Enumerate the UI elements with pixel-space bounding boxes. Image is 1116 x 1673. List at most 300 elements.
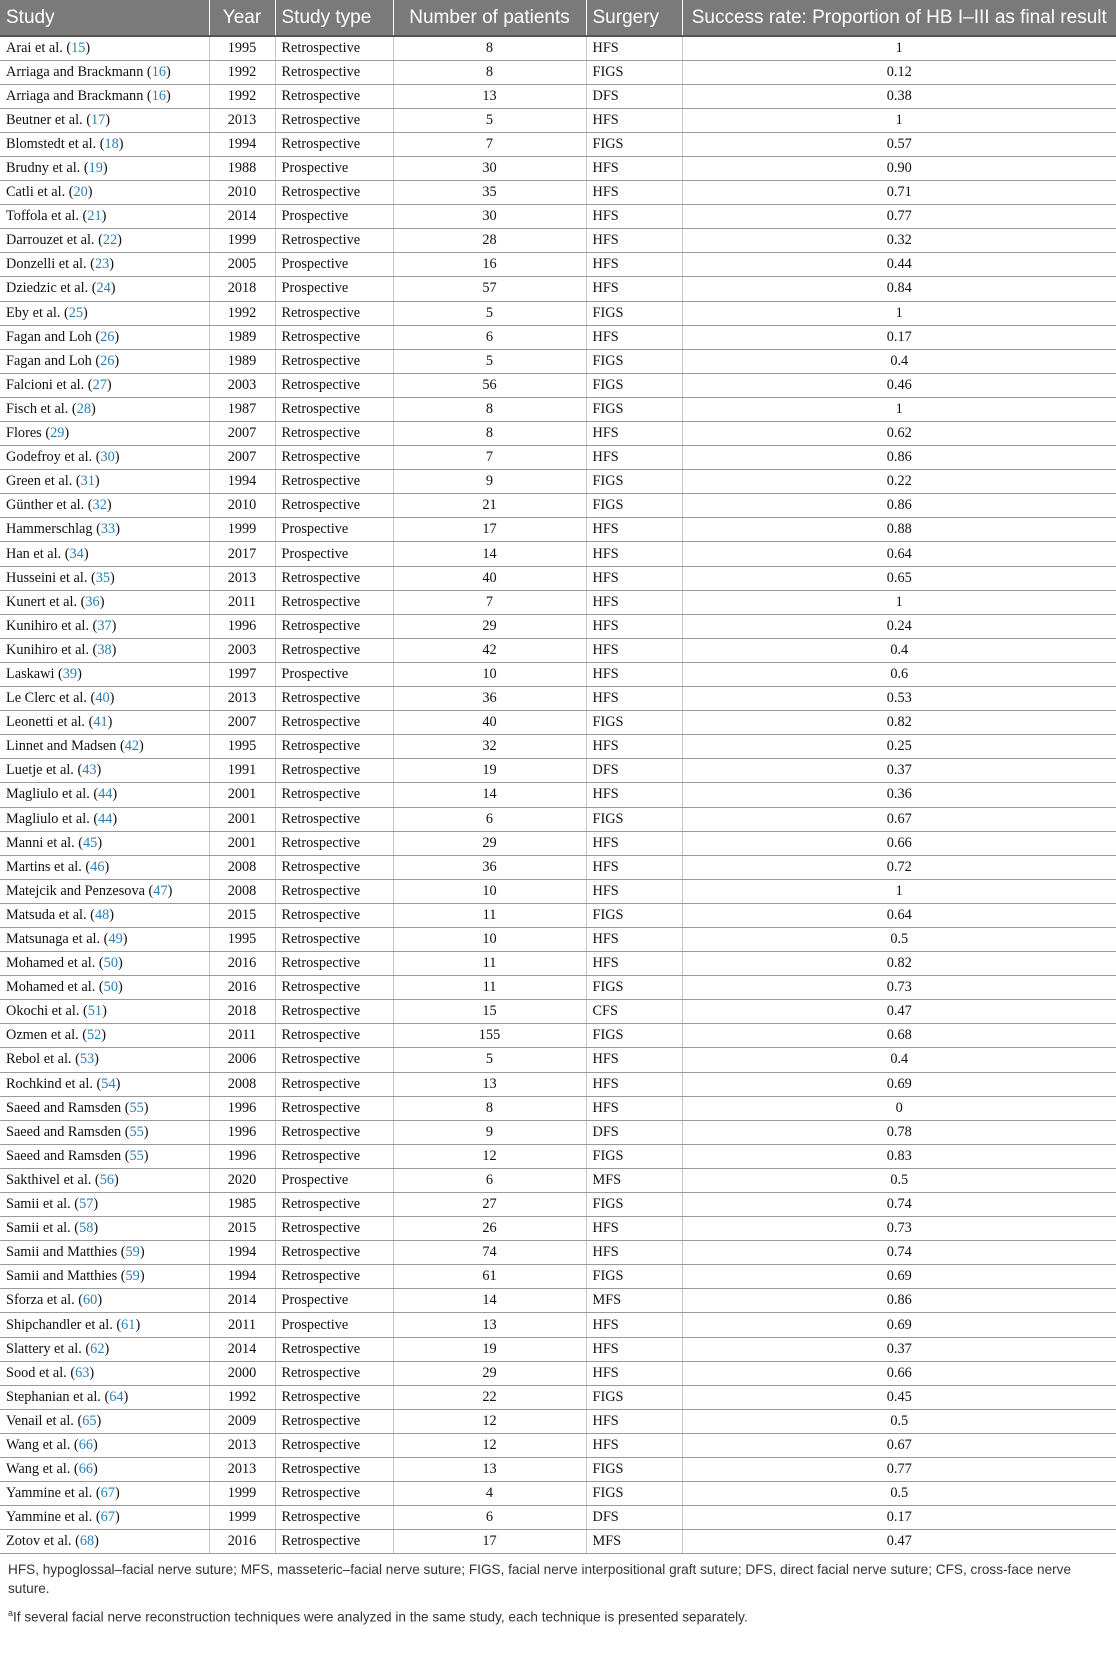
table-row xyxy=(0,542,1116,566)
reference-link[interactable]: 43 xyxy=(82,762,97,779)
reference-close-paren: ) xyxy=(143,1123,149,1140)
cell-year: 2016 xyxy=(209,1530,275,1554)
cell-study xyxy=(0,759,209,783)
reference-link[interactable]: 57 xyxy=(79,1196,94,1213)
cell-year: 2011 xyxy=(209,1313,275,1337)
cell-success-rate: 0.72 xyxy=(682,855,1116,879)
cell-surgery: HFS xyxy=(586,1409,682,1433)
cell-success-rate: 0.69 xyxy=(682,1265,1116,1289)
reference-close-paren: ) xyxy=(105,111,111,128)
reference-close-paren: ) xyxy=(114,1509,120,1526)
cell-study-type: Retrospective xyxy=(275,36,393,60)
cell-success-rate: 0.5 xyxy=(682,1482,1116,1506)
study-name: Kunihiro et al. ( xyxy=(6,641,98,658)
study-name: Sakthivel et al. ( xyxy=(6,1171,100,1188)
study-name: Dziedzic et al. ( xyxy=(6,280,97,297)
cell-study xyxy=(0,1120,209,1144)
reference-link[interactable]: 36 xyxy=(85,593,100,610)
table-row xyxy=(0,1241,1116,1265)
cell-success-rate: 0.65 xyxy=(682,566,1116,590)
cell-success-rate: 1 xyxy=(682,590,1116,614)
cell-number-of-patients: 13 xyxy=(393,84,586,108)
cell-number-of-patients: 10 xyxy=(393,879,586,903)
table-row xyxy=(0,638,1116,662)
cell-study xyxy=(0,1506,209,1530)
cell-surgery: HFS xyxy=(586,229,682,253)
study-name: Han et al. ( xyxy=(6,545,70,562)
reference-link[interactable]: 37 xyxy=(97,617,112,634)
cell-year: 1999 xyxy=(209,1506,275,1530)
reference-link[interactable]: 33 xyxy=(100,521,116,538)
reference-link[interactable]: 52 xyxy=(86,1027,102,1044)
reference-close-paren: ) xyxy=(101,1027,107,1044)
cell-study xyxy=(0,301,209,325)
reference-link[interactable]: 55 xyxy=(129,1147,144,1164)
cell-study xyxy=(0,976,209,1000)
cell-study-type: Retrospective xyxy=(275,181,393,205)
reference-close-paren: ) xyxy=(93,1220,99,1237)
reference-link[interactable]: 21 xyxy=(87,208,102,225)
study-name: Saeed and Ramsden ( xyxy=(6,1099,130,1116)
table-row xyxy=(0,1506,1116,1530)
cell-study xyxy=(0,566,209,590)
cell-success-rate: 1 xyxy=(682,301,1116,325)
reference-link[interactable]: 44 xyxy=(98,786,113,803)
reference-link[interactable]: 28 xyxy=(76,400,91,417)
table-row xyxy=(0,1096,1116,1120)
cell-number-of-patients: 13 xyxy=(393,1072,586,1096)
table-row xyxy=(0,1168,1116,1192)
cell-number-of-patients: 11 xyxy=(393,976,586,1000)
reference-link[interactable]: 29 xyxy=(50,425,65,442)
cell-study xyxy=(0,446,209,470)
cell-success-rate: 0.45 xyxy=(682,1385,1116,1409)
reference-close-paren: ) xyxy=(102,1003,107,1020)
cell-study-type: Retrospective xyxy=(275,831,393,855)
cell-surgery: HFS xyxy=(586,446,682,470)
table-row xyxy=(0,1337,1116,1361)
cell-study-type: Retrospective xyxy=(275,952,393,976)
cell-study xyxy=(0,1000,209,1024)
cell-success-rate: 0.66 xyxy=(682,831,1116,855)
cell-study-type: Retrospective xyxy=(275,1409,393,1433)
reference-close-paren: ) xyxy=(85,39,91,56)
table-row xyxy=(0,1048,1116,1072)
cell-study xyxy=(0,1361,209,1385)
study-name: Arriaga and Brackmann ( xyxy=(6,63,152,80)
cell-number-of-patients: 5 xyxy=(393,349,586,373)
reference-link[interactable]: 16 xyxy=(151,63,166,80)
cell-number-of-patients: 10 xyxy=(393,927,586,951)
cell-year: 1992 xyxy=(209,1385,275,1409)
cell-number-of-patients: 28 xyxy=(393,229,586,253)
cell-surgery: HFS xyxy=(586,36,682,60)
study-name: Flores ( xyxy=(6,425,51,442)
reference-close-paren: ) xyxy=(114,1171,119,1188)
cell-success-rate: 0.71 xyxy=(682,181,1116,205)
cell-year: 2008 xyxy=(209,855,275,879)
cell-study-type: Retrospective xyxy=(275,325,393,349)
reference-link[interactable]: 41 xyxy=(93,714,108,731)
table-row xyxy=(0,229,1116,253)
cell-study-type: Retrospective xyxy=(275,1000,393,1024)
cell-surgery: HFS xyxy=(586,662,682,686)
cell-surgery: HFS xyxy=(586,1072,682,1096)
cell-number-of-patients: 9 xyxy=(393,470,586,494)
cell-year: 2001 xyxy=(209,807,275,831)
cell-success-rate: 0.12 xyxy=(682,60,1116,84)
table-row xyxy=(0,952,1116,976)
cell-success-rate: 0.84 xyxy=(682,277,1116,301)
study-name: Rebol et al. ( xyxy=(6,1051,80,1068)
table-footnotes xyxy=(0,1554,1116,1627)
table-row xyxy=(0,735,1116,759)
cell-success-rate: 0.46 xyxy=(682,373,1116,397)
cell-year: 1996 xyxy=(209,1120,275,1144)
cell-surgery: HFS xyxy=(586,542,682,566)
cell-surgery: HFS xyxy=(586,927,682,951)
cell-study xyxy=(0,542,209,566)
cell-year: 1992 xyxy=(209,301,275,325)
reference-link[interactable]: 45 xyxy=(83,834,98,851)
reference-link[interactable]: 56 xyxy=(99,1171,114,1188)
cell-success-rate: 0.62 xyxy=(682,422,1116,446)
reference-link[interactable]: 17 xyxy=(90,111,106,128)
cell-year: 2011 xyxy=(209,590,275,614)
header-row xyxy=(0,0,1116,36)
cell-study-type: Retrospective xyxy=(275,397,393,421)
cell-study-type: Retrospective xyxy=(275,373,393,397)
cell-number-of-patients: 6 xyxy=(393,807,586,831)
cell-study xyxy=(0,1193,209,1217)
reference-link[interactable]: 23 xyxy=(94,256,110,273)
cell-success-rate: 0.17 xyxy=(682,1506,1116,1530)
reference-close-paren: ) xyxy=(90,400,96,417)
cell-year: 2016 xyxy=(209,952,275,976)
reference-link[interactable]: 42 xyxy=(124,738,140,755)
reference-link[interactable]: 67 xyxy=(100,1509,115,1526)
table-row xyxy=(0,807,1116,831)
reference-link[interactable]: 39 xyxy=(62,665,78,682)
cell-year: 2013 xyxy=(209,1433,275,1457)
cell-success-rate: 0.47 xyxy=(682,1530,1116,1554)
reference-link[interactable]: 48 xyxy=(94,906,110,923)
reference-close-paren: ) xyxy=(104,858,110,875)
table-header xyxy=(0,0,1116,36)
reference-close-paren: ) xyxy=(115,1075,121,1092)
cell-surgery: HFS xyxy=(586,831,682,855)
cell-year: 2013 xyxy=(209,1458,275,1482)
cell-number-of-patients: 17 xyxy=(393,518,586,542)
cell-study-type: Retrospective xyxy=(275,638,393,662)
cell-success-rate: 0.25 xyxy=(682,735,1116,759)
cell-study xyxy=(0,325,209,349)
reference-link[interactable]: 32 xyxy=(92,497,107,514)
reference-link[interactable]: 67 xyxy=(100,1485,115,1502)
cell-surgery: FIGS xyxy=(586,470,682,494)
reference-link[interactable]: 51 xyxy=(87,1003,103,1020)
cell-surgery: HFS xyxy=(586,325,682,349)
cell-number-of-patients: 6 xyxy=(393,325,586,349)
cell-surgery: FIGS xyxy=(586,807,682,831)
cell-year: 1996 xyxy=(209,1144,275,1168)
reference-link[interactable]: 31 xyxy=(80,473,95,490)
cell-year: 2003 xyxy=(209,638,275,662)
cell-number-of-patients: 57 xyxy=(393,277,586,301)
cell-year: 1992 xyxy=(209,84,275,108)
reference-link[interactable]: 47 xyxy=(153,882,168,899)
cell-year: 1999 xyxy=(209,518,275,542)
cell-study-type: Retrospective xyxy=(275,1120,393,1144)
cell-study-type: Retrospective xyxy=(275,1072,393,1096)
cell-surgery: DFS xyxy=(586,84,682,108)
cell-year: 2018 xyxy=(209,277,275,301)
cell-surgery: FIGS xyxy=(586,301,682,325)
reference-link[interactable]: 55 xyxy=(129,1099,144,1116)
cell-surgery: FIGS xyxy=(586,711,682,735)
cell-success-rate: 0.5 xyxy=(682,1168,1116,1192)
reference-link[interactable]: 38 xyxy=(97,641,112,658)
reference-link[interactable]: 40 xyxy=(95,690,110,707)
study-name: Manni et al. ( xyxy=(6,834,84,851)
reference-link[interactable]: 59 xyxy=(125,1244,140,1261)
cell-study-type: Retrospective xyxy=(275,1048,393,1072)
cell-number-of-patients: 22 xyxy=(393,1385,586,1409)
reference-close-paren: ) xyxy=(101,208,107,225)
study-name: Catli et al. ( xyxy=(6,184,74,201)
cell-number-of-patients: 6 xyxy=(393,1168,586,1192)
table-body xyxy=(0,36,1116,1554)
table-row xyxy=(0,1361,1116,1385)
cell-success-rate: 0.4 xyxy=(682,638,1116,662)
cell-success-rate: 0.86 xyxy=(682,446,1116,470)
study-name: Ozmen et al. ( xyxy=(6,1027,87,1044)
cell-surgery: HFS xyxy=(586,566,682,590)
study-name: Mohamed et al. ( xyxy=(6,955,104,972)
cell-surgery: MFS xyxy=(586,1530,682,1554)
reference-close-paren: ) xyxy=(112,786,118,803)
cell-success-rate: 0.78 xyxy=(682,1120,1116,1144)
cell-study xyxy=(0,1265,209,1289)
cell-year: 2001 xyxy=(209,783,275,807)
cell-study xyxy=(0,132,209,156)
cell-study-type: Retrospective xyxy=(275,1144,393,1168)
cell-number-of-patients: 12 xyxy=(393,1144,586,1168)
reference-link[interactable]: 26 xyxy=(100,328,115,345)
cell-surgery: DFS xyxy=(586,759,682,783)
cell-study xyxy=(0,687,209,711)
table-row xyxy=(0,879,1116,903)
reference-link[interactable]: 35 xyxy=(95,569,111,586)
reference-link[interactable]: 27 xyxy=(92,376,107,393)
cell-surgery: HFS xyxy=(586,181,682,205)
cell-success-rate: 0.53 xyxy=(682,687,1116,711)
footnote-marker: a xyxy=(8,1608,14,1619)
cell-surgery: FIGS xyxy=(586,349,682,373)
reference-link[interactable]: 60 xyxy=(83,1292,98,1309)
cell-surgery: FIGS xyxy=(586,1265,682,1289)
cell-number-of-patients: 12 xyxy=(393,1409,586,1433)
reference-link[interactable]: 50 xyxy=(103,955,118,972)
cell-success-rate: 0.86 xyxy=(682,494,1116,518)
cell-year: 1988 xyxy=(209,156,275,180)
cell-number-of-patients: 40 xyxy=(393,711,586,735)
cell-study-type: Retrospective xyxy=(275,687,393,711)
reference-link[interactable]: 61 xyxy=(121,1316,136,1333)
study-name: Saeed and Ramsden ( xyxy=(6,1123,130,1140)
cell-year: 2009 xyxy=(209,1409,275,1433)
cell-study xyxy=(0,229,209,253)
reference-link[interactable]: 65 xyxy=(82,1412,97,1429)
cell-number-of-patients: 36 xyxy=(393,687,586,711)
reference-link[interactable]: 50 xyxy=(103,979,118,996)
cell-year: 1999 xyxy=(209,1482,275,1506)
cell-number-of-patients: 13 xyxy=(393,1313,586,1337)
table-row xyxy=(0,470,1116,494)
cell-surgery: HFS xyxy=(586,1361,682,1385)
cell-study xyxy=(0,1024,209,1048)
cell-surgery: FIGS xyxy=(586,397,682,421)
table-row xyxy=(0,759,1116,783)
cell-year: 2018 xyxy=(209,1000,275,1024)
cell-study xyxy=(0,638,209,662)
cell-number-of-patients: 61 xyxy=(393,1265,586,1289)
cell-success-rate: 0.5 xyxy=(682,1409,1116,1433)
reference-link[interactable]: 46 xyxy=(90,858,105,875)
reference-link[interactable]: 55 xyxy=(129,1123,144,1140)
cell-number-of-patients: 8 xyxy=(393,36,586,60)
reference-link[interactable]: 59 xyxy=(125,1268,140,1285)
reference-link[interactable]: 30 xyxy=(100,449,115,466)
reference-link[interactable]: 20 xyxy=(73,184,88,201)
reference-link[interactable]: 34 xyxy=(69,545,84,562)
cell-success-rate: 0.67 xyxy=(682,1433,1116,1457)
reference-link[interactable]: 24 xyxy=(96,280,111,297)
cell-study-type: Retrospective xyxy=(275,229,393,253)
reference-close-paren: ) xyxy=(117,955,123,972)
cell-study xyxy=(0,60,209,84)
reference-link[interactable]: 63 xyxy=(75,1364,90,1381)
reference-link[interactable]: 22 xyxy=(102,232,118,249)
cell-success-rate: 0.82 xyxy=(682,711,1116,735)
reference-link[interactable]: 58 xyxy=(79,1220,94,1237)
cell-study xyxy=(0,1096,209,1120)
reference-link[interactable]: 18 xyxy=(104,135,119,152)
reference-link[interactable]: 54 xyxy=(101,1075,116,1092)
reference-close-paren: ) xyxy=(111,617,117,634)
cell-study-type: Prospective xyxy=(275,1313,393,1337)
cell-surgery: HFS xyxy=(586,783,682,807)
study-name: Donzelli et al. ( xyxy=(6,256,95,273)
reference-link[interactable]: 16 xyxy=(151,87,166,104)
techniques-note xyxy=(8,1604,1108,1627)
cell-study xyxy=(0,1458,209,1482)
reference-close-paren: ) xyxy=(97,1292,103,1309)
cell-surgery: HFS xyxy=(586,952,682,976)
reference-close-paren: ) xyxy=(64,425,70,442)
cell-study-type: Retrospective xyxy=(275,807,393,831)
cell-year: 2014 xyxy=(209,1337,275,1361)
cell-study xyxy=(0,590,209,614)
reference-link[interactable]: 66 xyxy=(78,1436,93,1453)
cell-year: 1989 xyxy=(209,349,275,373)
study-name: Husseini et al. ( xyxy=(6,569,96,586)
cell-surgery: HFS xyxy=(586,253,682,277)
cell-number-of-patients: 7 xyxy=(393,132,586,156)
cell-year: 1992 xyxy=(209,60,275,84)
cell-study xyxy=(0,1409,209,1433)
reference-link[interactable]: 62 xyxy=(90,1340,105,1357)
cell-surgery: HFS xyxy=(586,1241,682,1265)
study-name: Luetje et al. ( xyxy=(6,762,83,779)
reference-link[interactable]: 66 xyxy=(78,1461,93,1478)
cell-study-type: Retrospective xyxy=(275,735,393,759)
table-row xyxy=(0,494,1116,518)
header-success-rate: Success rate: Proportion of HB I–III as final result xyxy=(682,0,1116,36)
study-name: Fisch et al. ( xyxy=(6,400,77,417)
cell-study xyxy=(0,1433,209,1457)
reference-close-paren: ) xyxy=(99,593,105,610)
table-row xyxy=(0,590,1116,614)
reference-link[interactable]: 26 xyxy=(100,352,115,369)
reference-link[interactable]: 68 xyxy=(79,1533,95,1550)
reference-link[interactable]: 19 xyxy=(88,160,103,177)
reference-link[interactable]: 64 xyxy=(109,1388,124,1405)
cell-study-type: Prospective xyxy=(275,518,393,542)
cell-study xyxy=(0,1241,209,1265)
cell-study xyxy=(0,1313,209,1337)
table-row xyxy=(0,1458,1116,1482)
cell-number-of-patients: 42 xyxy=(393,638,586,662)
cell-study-type: Retrospective xyxy=(275,1433,393,1457)
reference-link[interactable]: 53 xyxy=(79,1051,95,1068)
cell-surgery: HFS xyxy=(586,422,682,446)
table-row xyxy=(0,855,1116,879)
reference-close-paren: ) xyxy=(104,1340,110,1357)
reference-link[interactable]: 49 xyxy=(108,931,123,948)
cell-year: 2003 xyxy=(209,373,275,397)
study-name: Toffola et al. ( xyxy=(6,208,88,225)
cell-study xyxy=(0,1385,209,1409)
cell-number-of-patients: 27 xyxy=(393,1193,586,1217)
reference-link[interactable]: 15 xyxy=(71,39,86,56)
cell-study xyxy=(0,1482,209,1506)
study-name: Wang et al. ( xyxy=(6,1436,79,1453)
cell-study-type: Retrospective xyxy=(275,1385,393,1409)
cell-success-rate: 0.66 xyxy=(682,1361,1116,1385)
reference-link[interactable]: 25 xyxy=(68,304,84,321)
reference-link[interactable]: 44 xyxy=(98,810,113,827)
study-name: Magliulo et al. ( xyxy=(6,810,99,827)
table-row xyxy=(0,1530,1116,1554)
cell-surgery: FIGS xyxy=(586,1024,682,1048)
cell-year: 2010 xyxy=(209,181,275,205)
reference-close-paren: ) xyxy=(114,1485,120,1502)
cell-study xyxy=(0,831,209,855)
cell-success-rate: 1 xyxy=(682,397,1116,421)
cell-study-type: Retrospective xyxy=(275,1217,393,1241)
cell-study-type: Retrospective xyxy=(275,132,393,156)
cell-year: 2015 xyxy=(209,903,275,927)
cell-study xyxy=(0,927,209,951)
study-name: Wang et al. ( xyxy=(6,1461,79,1478)
cell-year: 1989 xyxy=(209,325,275,349)
cell-study-type: Retrospective xyxy=(275,590,393,614)
study-name: Green et al. ( xyxy=(6,473,81,490)
cell-number-of-patients: 5 xyxy=(393,301,586,325)
cell-number-of-patients: 26 xyxy=(393,1217,586,1241)
study-name: Leonetti et al. ( xyxy=(6,714,94,731)
